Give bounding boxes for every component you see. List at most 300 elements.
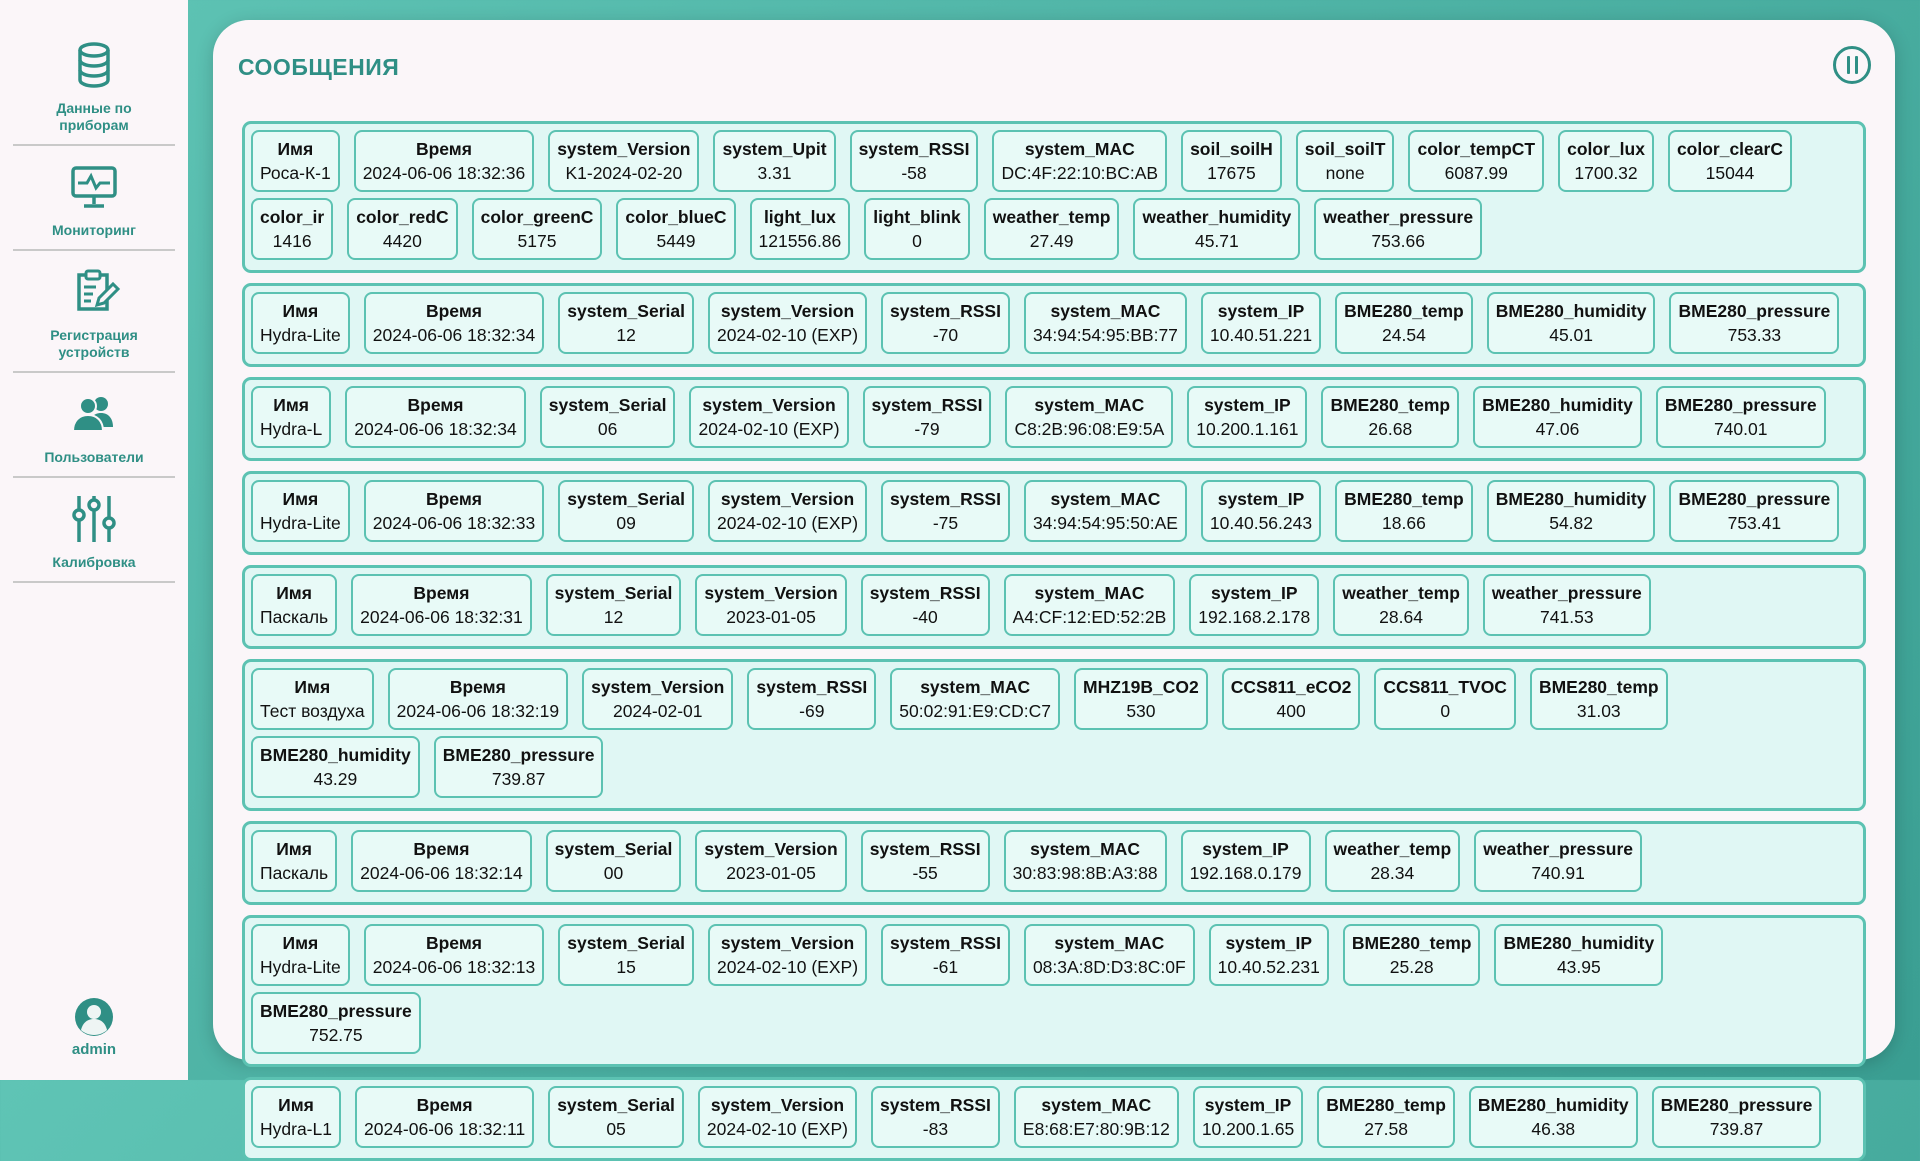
field-key: system_RSSI (890, 933, 1001, 953)
message-field (1668, 130, 1792, 192)
message-field (548, 130, 699, 192)
message-field (548, 1086, 684, 1148)
message-field (698, 1086, 857, 1148)
field-key: color_greenC (480, 207, 594, 227)
message-field (750, 198, 851, 260)
field-key: system_RSSI (890, 301, 1001, 321)
field-key: BME280_humidity (1495, 489, 1647, 509)
field-key: Имя (282, 301, 319, 321)
message-field (546, 574, 682, 636)
field-key: light_blink (873, 207, 961, 227)
field-value: 50:02:91:E9:CD:C7 (899, 701, 1052, 721)
message-card (242, 377, 1866, 461)
message-field (1209, 924, 1329, 986)
field-key: color_ir (260, 207, 325, 227)
message-field (861, 830, 990, 892)
field-value: 2024-06-06 18:32:14 (360, 863, 523, 883)
field-value: 2024-06-06 18:32:19 (396, 701, 560, 721)
field-value: none (1325, 163, 1365, 183)
message-field (1193, 1086, 1303, 1148)
message-field (1335, 480, 1473, 542)
message-field (1321, 386, 1459, 448)
field-key: system_Upit (722, 139, 827, 159)
field-key: weather_pressure (1323, 207, 1474, 227)
pause-icon-bar (1855, 56, 1858, 74)
field-value: 2024-06-06 18:32:31 (360, 607, 523, 627)
sidebar-item-device-data[interactable] (13, 0, 175, 146)
message-field (1074, 668, 1208, 730)
field-key: Имя (277, 139, 314, 159)
field-value: -70 (932, 325, 959, 345)
message-field (355, 1086, 534, 1148)
field-value: 27.49 (1029, 231, 1074, 251)
field-key: system_IP (1202, 839, 1289, 859)
field-value: 121556.86 (758, 231, 842, 251)
field-value: 1700.32 (1574, 163, 1638, 183)
field-value: 753.41 (1727, 513, 1782, 533)
field-key: system_Serial (554, 583, 673, 603)
message-field (881, 924, 1010, 986)
message-field (1487, 480, 1656, 542)
message-card (242, 121, 1866, 273)
field-value: 00 (603, 863, 624, 883)
field-value: 400 (1276, 701, 1306, 721)
field-key: weather_temp (1333, 839, 1452, 859)
field-key: Имя (273, 395, 309, 415)
message-card (242, 915, 1866, 1067)
field-key: system_MAC (1054, 933, 1165, 953)
message-field (347, 198, 457, 260)
field-value: 06 (597, 419, 618, 439)
message-field (713, 130, 835, 192)
field-value: 0 (912, 231, 922, 251)
field-key: system_IP (1204, 395, 1291, 415)
field-key: system_MAC (920, 677, 1031, 697)
message-field (1024, 924, 1195, 986)
field-key: soil_soilH (1190, 139, 1273, 159)
message-field (695, 574, 846, 636)
field-value: 2024-06-06 18:32:34 (354, 419, 517, 439)
field-value: 25.28 (1389, 957, 1434, 977)
message-field (345, 386, 526, 448)
message-field (1024, 292, 1187, 354)
field-key: Имя (278, 1095, 314, 1115)
field-key: system_Serial (567, 301, 685, 321)
message-field (251, 830, 337, 892)
field-value: 752.75 (309, 1025, 363, 1045)
field-value: -55 (912, 863, 938, 883)
field-value: 15044 (1705, 163, 1755, 183)
sidebar-item-label: Мониторинг (52, 222, 136, 238)
field-key: system_MAC (1050, 301, 1161, 321)
message-field (540, 386, 676, 448)
field-value: A4:CF:12:ED:52:2B (1012, 607, 1167, 627)
field-value: -69 (799, 701, 825, 721)
field-value: 2024-06-06 18:32:33 (372, 513, 536, 533)
field-value: C8:2B:96:08:E9:5A (1014, 419, 1165, 439)
field-value: 0 (1440, 701, 1451, 721)
field-value: 12 (616, 325, 636, 345)
message-field (1181, 830, 1311, 892)
field-key: Время (425, 933, 482, 953)
field-value: K1-2024-02-20 (565, 163, 683, 183)
field-value: 47.06 (1535, 419, 1580, 439)
field-key: system_MAC (1030, 839, 1141, 859)
field-key: system_RSSI (869, 839, 981, 859)
message-field (251, 198, 333, 260)
field-value: -58 (901, 163, 927, 183)
field-value: Hydra-Lite (260, 325, 341, 345)
field-key: BME280_temp (1326, 1095, 1446, 1115)
field-key: Имя (282, 933, 319, 953)
field-value: 739.87 (491, 769, 546, 789)
user-avatar-icon (74, 997, 114, 1037)
field-key: soil_soilT (1304, 139, 1386, 159)
message-field (251, 1086, 341, 1148)
message-field (388, 668, 569, 730)
field-key: system_Version (720, 301, 855, 321)
field-value: 192.168.0.179 (1189, 863, 1302, 883)
message-field (1201, 292, 1321, 354)
message-field (351, 574, 532, 636)
field-key: system_MAC (1024, 139, 1135, 159)
field-key: system_RSSI (871, 395, 983, 415)
field-value: 2024-02-10 (EXP) (706, 1119, 848, 1139)
field-value: 24.54 (1382, 325, 1426, 345)
message-field (864, 198, 970, 260)
field-value: Hydra-Lite (260, 957, 341, 977)
field-value: 10.40.51.221 (1209, 325, 1313, 345)
field-value: 5449 (656, 231, 696, 251)
message-field (1469, 1086, 1638, 1148)
message-field (1669, 292, 1839, 354)
field-value: 09 (616, 513, 636, 533)
field-value: 45.01 (1549, 325, 1594, 345)
message-field (890, 668, 1060, 730)
field-value: 2024-02-10 (EXP) (716, 957, 859, 977)
field-key: color_blueC (625, 207, 727, 227)
sidebar-item-label: Регистрация устройств (50, 327, 138, 360)
field-key: BME280_humidity (260, 745, 411, 765)
message-field (1189, 574, 1319, 636)
message-field (1187, 386, 1307, 448)
field-key: system_MAC (1034, 395, 1145, 415)
field-value: 28.64 (1379, 607, 1423, 627)
message-field (251, 924, 350, 986)
message-field (354, 130, 535, 192)
message-field (881, 292, 1010, 354)
field-value: 5175 (517, 231, 557, 251)
field-key: BME280_humidity (1482, 395, 1633, 415)
field-key: color_redC (356, 207, 449, 227)
sliders-icon (67, 492, 121, 546)
field-key: system_Version (710, 1095, 845, 1115)
message-field (1317, 1086, 1455, 1148)
field-value: 2024-06-06 18:32:36 (362, 163, 526, 183)
message-field (1473, 386, 1642, 448)
field-key: system_RSSI (869, 583, 981, 603)
message-field (708, 292, 867, 354)
field-value: 741.53 (1540, 607, 1594, 627)
field-value: 10.200.1.65 (1201, 1119, 1295, 1139)
message-field (558, 924, 694, 986)
field-key: Имя (294, 677, 331, 697)
field-value: 26.68 (1368, 419, 1413, 439)
field-value: 2024-06-06 18:32:13 (372, 957, 536, 977)
field-key: BME280_pressure (1660, 1095, 1813, 1115)
field-key: BME280_temp (1344, 301, 1464, 321)
message-field (1656, 386, 1826, 448)
field-key: Время (449, 677, 506, 697)
field-key: system_MAC (1034, 583, 1145, 603)
field-value: 2024-02-01 (612, 701, 703, 721)
field-value: 1416 (272, 231, 312, 251)
field-value: -83 (922, 1119, 949, 1139)
message-field (1333, 574, 1469, 636)
field-value: 17675 (1207, 163, 1256, 183)
field-value: 2024-02-10 (EXP) (716, 325, 859, 345)
field-value: 10.200.1.161 (1196, 419, 1299, 439)
field-key: system_RSSI (858, 139, 970, 159)
sidebar-item-device-registration[interactable] (13, 251, 175, 373)
message-field (1487, 292, 1656, 354)
field-key: system_RSSI (879, 1095, 991, 1115)
field-key: BME280_humidity (1503, 933, 1655, 953)
message-field (1222, 668, 1361, 730)
messages-list[interactable] (242, 121, 1866, 1139)
field-value: 753.33 (1727, 325, 1782, 345)
field-value: -75 (932, 513, 959, 533)
field-key: BME280_humidity (1477, 1095, 1629, 1115)
message-card (242, 565, 1866, 649)
field-value: 43.29 (313, 769, 358, 789)
sidebar-item-label: Калибровка (52, 554, 136, 570)
pause-button[interactable] (1833, 46, 1871, 84)
message-field (1494, 924, 1663, 986)
field-value: 15 (616, 957, 636, 977)
message-field (582, 668, 733, 730)
message-field (850, 130, 979, 192)
message-field (546, 830, 682, 892)
database-icon (67, 38, 121, 92)
field-value: 530 (1126, 701, 1156, 721)
field-value: 43.95 (1556, 957, 1601, 977)
field-key: system_Serial (567, 933, 685, 953)
field-key: system_RSSI (756, 677, 868, 697)
field-key: system_IP (1225, 933, 1313, 953)
message-field (689, 386, 848, 448)
field-value: 740.91 (1531, 863, 1585, 883)
message-field (881, 480, 1010, 542)
message-field (695, 830, 846, 892)
field-value: 2023-01-05 (726, 607, 816, 627)
message-field (251, 992, 421, 1054)
message-field (708, 924, 867, 986)
field-key: BME280_pressure (1678, 301, 1831, 321)
message-field (1014, 1086, 1179, 1148)
messages-panel (213, 20, 1895, 1139)
message-field (1314, 198, 1482, 260)
field-key: Время (416, 1095, 473, 1115)
message-field (1004, 574, 1176, 636)
field-value: Паскаль (260, 863, 329, 883)
message-card (242, 659, 1866, 811)
field-key: MHZ19B_CO2 (1083, 677, 1199, 697)
field-key: BME280_temp (1351, 933, 1472, 953)
field-value: -40 (912, 607, 938, 627)
message-field (251, 292, 350, 354)
field-value: Паскаль (260, 607, 329, 627)
message-field (251, 668, 374, 730)
field-value: 753.66 (1371, 231, 1425, 251)
message-field (1530, 668, 1668, 730)
field-key: system_Serial (554, 839, 673, 859)
field-value: 08:3A:8D:D3:8C:0F (1032, 957, 1186, 977)
message-field (1374, 668, 1516, 730)
field-value: 34:94:54:95:50:AE (1032, 513, 1178, 533)
field-key: color_tempCT (1417, 139, 1536, 159)
field-key: system_Version (704, 583, 838, 603)
field-key: Имя (276, 583, 312, 603)
sidebar-item-label: Пользователи (44, 449, 144, 465)
field-key: BME280_humidity (1495, 301, 1647, 321)
monitor-icon (67, 160, 121, 214)
field-value: 6087.99 (1444, 163, 1508, 183)
field-key: system_Serial (567, 489, 685, 509)
field-value: 27.58 (1364, 1119, 1408, 1139)
field-key: system_MAC (1050, 489, 1161, 509)
field-value: 34:94:54:95:BB:77 (1032, 325, 1178, 345)
message-field (251, 386, 331, 448)
field-key: BME280_temp (1344, 489, 1464, 509)
user-profile[interactable] (0, 997, 188, 1058)
message-field (1024, 480, 1187, 542)
message-field (251, 736, 420, 798)
field-value: 30:83:98:8B:A3:88 (1012, 863, 1158, 883)
message-field (558, 292, 694, 354)
field-key: Время (425, 489, 482, 509)
message-field (1335, 292, 1473, 354)
message-field (861, 574, 990, 636)
sidebar-item-users[interactable] (13, 373, 175, 478)
field-key: Время (425, 301, 482, 321)
field-key: system_IP (1217, 301, 1305, 321)
field-key: system_Version (702, 395, 836, 415)
field-key: system_Version (591, 677, 725, 697)
field-key: weather_temp (992, 207, 1111, 227)
field-value: 2024-06-06 18:32:11 (363, 1119, 526, 1139)
field-key: system_Version (704, 839, 838, 859)
field-key: color_lux (1567, 139, 1645, 159)
field-value: 2024-06-06 18:32:34 (372, 325, 536, 345)
field-key: CCS811_TVOC (1383, 677, 1507, 697)
field-key: BME280_pressure (1678, 489, 1831, 509)
field-key: system_IP (1217, 489, 1305, 509)
field-value: Роса-К-1 (260, 163, 331, 183)
field-key: light_lux (763, 207, 836, 227)
sidebar-item-monitoring[interactable] (13, 146, 175, 251)
field-key: weather_pressure (1491, 583, 1642, 603)
field-key: weather_temp (1342, 583, 1460, 603)
field-key: system_Serial (557, 1095, 675, 1115)
field-key: BME280_pressure (1664, 395, 1817, 415)
field-value: -79 (914, 419, 940, 439)
field-key: weather_humidity (1142, 207, 1292, 227)
field-value: 740.01 (1713, 419, 1768, 439)
message-field (871, 1086, 1000, 1148)
page-title: СООБЩЕНИЯ (238, 54, 400, 80)
message-field (747, 668, 876, 730)
field-value: 46.38 (1531, 1119, 1576, 1139)
message-card (242, 821, 1866, 905)
message-field (251, 574, 337, 636)
message-field (1652, 1086, 1822, 1148)
field-value: 18.66 (1382, 513, 1426, 533)
field-key: system_IP (1210, 583, 1298, 603)
field-key: Время (407, 395, 464, 415)
message-field (351, 830, 532, 892)
field-value: -61 (932, 957, 959, 977)
field-value: 10.40.56.243 (1209, 513, 1313, 533)
field-value: 12 (603, 607, 624, 627)
field-key: weather_pressure (1483, 839, 1633, 859)
field-key: Имя (282, 489, 319, 509)
field-value: E8:68:E7:80:9B:12 (1022, 1119, 1170, 1139)
pause-icon (1847, 56, 1850, 74)
clipboard-edit-icon (67, 265, 121, 319)
field-value: 45.71 (1194, 231, 1239, 251)
field-key: system_Version (720, 489, 855, 509)
message-field (364, 924, 545, 986)
field-value: 3.31 (757, 163, 792, 183)
message-field (1201, 480, 1321, 542)
message-field (1408, 130, 1544, 192)
field-value: 4420 (382, 231, 422, 251)
message-field (1483, 574, 1651, 636)
message-card (242, 471, 1866, 555)
message-field (1004, 830, 1167, 892)
field-value: 192.168.2.178 (1198, 607, 1311, 627)
message-field (984, 198, 1120, 260)
field-key: BME280_pressure (442, 745, 595, 765)
field-value: 2024-02-10 (EXP) (716, 513, 859, 533)
message-field (616, 198, 735, 260)
field-key: system_IP (1204, 1095, 1292, 1115)
message-field (1296, 130, 1395, 192)
field-value: 05 (606, 1119, 626, 1139)
field-key: Время (413, 839, 470, 859)
message-card (242, 1077, 1866, 1161)
field-key: Имя (276, 839, 312, 859)
field-value: Тест воздуха (260, 701, 365, 721)
field-value: 2024-02-10 (EXP) (698, 419, 840, 439)
message-field (251, 130, 340, 192)
message-field (558, 480, 694, 542)
message-field (1343, 924, 1481, 986)
field-key: Время (415, 139, 472, 159)
message-card (242, 283, 1866, 367)
sidebar-item-calibration[interactable] (13, 478, 175, 583)
field-key: system_Version (557, 139, 691, 159)
field-key: Время (413, 583, 470, 603)
field-value: 31.03 (1576, 701, 1621, 721)
field-key: CCS811_eCO2 (1230, 677, 1352, 697)
field-value: 28.34 (1370, 863, 1415, 883)
sidebar-item-label: Данные по приборам (56, 100, 132, 133)
message-field (1474, 830, 1642, 892)
message-field (708, 480, 867, 542)
message-field (364, 292, 545, 354)
